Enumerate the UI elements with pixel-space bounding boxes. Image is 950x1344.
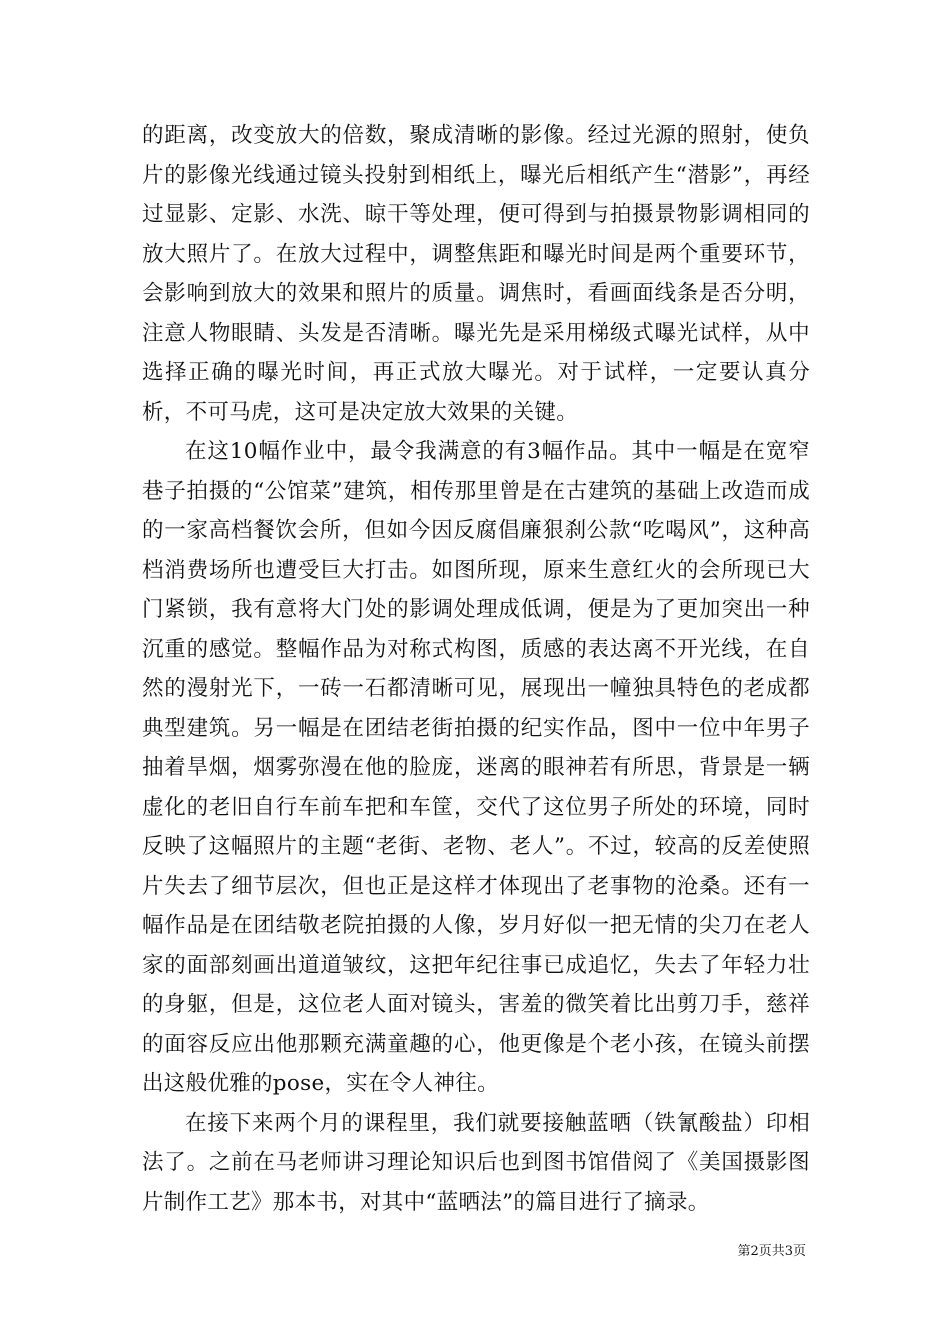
- paragraph-2: 在这10幅作业中，最令我满意的有3幅作品。其中一幅是在宽窄巷子拍摄的“公馆菜”建筑，相传那里曾是在古建筑的基础上改造而成的一家高档餐饮会所，但如今因反腐倡廉狠刹公款“吃喝风”，这种高档消费场所也遭受巨大打击。如图所现，原来生意红火的会所现已大门紧锁，我有意将大门处的影调处理成低调，便是为了更加突出一种沉重的感觉。整幅作品为对称式构图，质感的表达离不开光线，在自然的漫射光下，一砖一石都清晰可见，展现出一幢独具特色的老成都典型建筑。另一幅是在团结老街拍摄的纪实作品，图中一位中年男子抽着旱烟，烟雾弥漫在他的脸庞，迷离的眼神若有所思，背景是一辆虚化的老旧自行车前车把和车筐，交代了这位男子所处的环境，同时反映了这幅照片的主题“老街、老物、老人”。不过，较高的反差使照片失去了细节层次，但也正是这样才体现出了老事物的沧桑。还有一幅作品是在团结敬老院拍摄的人像，岁月好似一把无情的尖刀在老人家的面部刻画出道道皱纹，这把年纪往事已成追忆，失去了年轻力壮的身躯，但是，这位老人面对镜头，害羞的微笑着比出剪刀手，慈祥的面容反应出他那颗充满童趣的心，他更像是个老小孩，在镜头前摆出这般优雅的pose，实在令人神往。: [142, 439, 810, 1096]
- document-body: [142, 116, 810, 1222]
- paragraph-3: 在接下来两个月的课程里，我们就要接触蓝晒（铁氰酸盐）印相法了。之前在马老师讲习理论知识后也到图书馆借阅了《美国摄影图片制作工艺》那本书，对其中“蓝晒法”的篇目进行了摘录。: [142, 1110, 810, 1215]
- paragraph-1: 的距离，改变放大的倍数，聚成清晰的影像。经过光源的照射，使负片的影像光线通过镜头投射到相纸上，曝光后相纸产生“潜影”，再经过显影、定影、水洗、晾干等处理，便可得到与拍摄景物影调相同的放大照片了。在放大过程中，调整焦距和曝光时间是两个重要环节，会影响到放大的效果和照片的质量。调焦时，看画面线条是否分明，注意人物眼睛、头发是否清晰。曝光先是采用梯级式曝光试样，从中选择正确的曝光时间，再正式放大曝光。对于试样，一定要认真分析，不可马虎，这可是决定放大效果的关键。: [142, 123, 810, 425]
- page-number-footer: 第2页共3页: [737, 1244, 806, 1259]
